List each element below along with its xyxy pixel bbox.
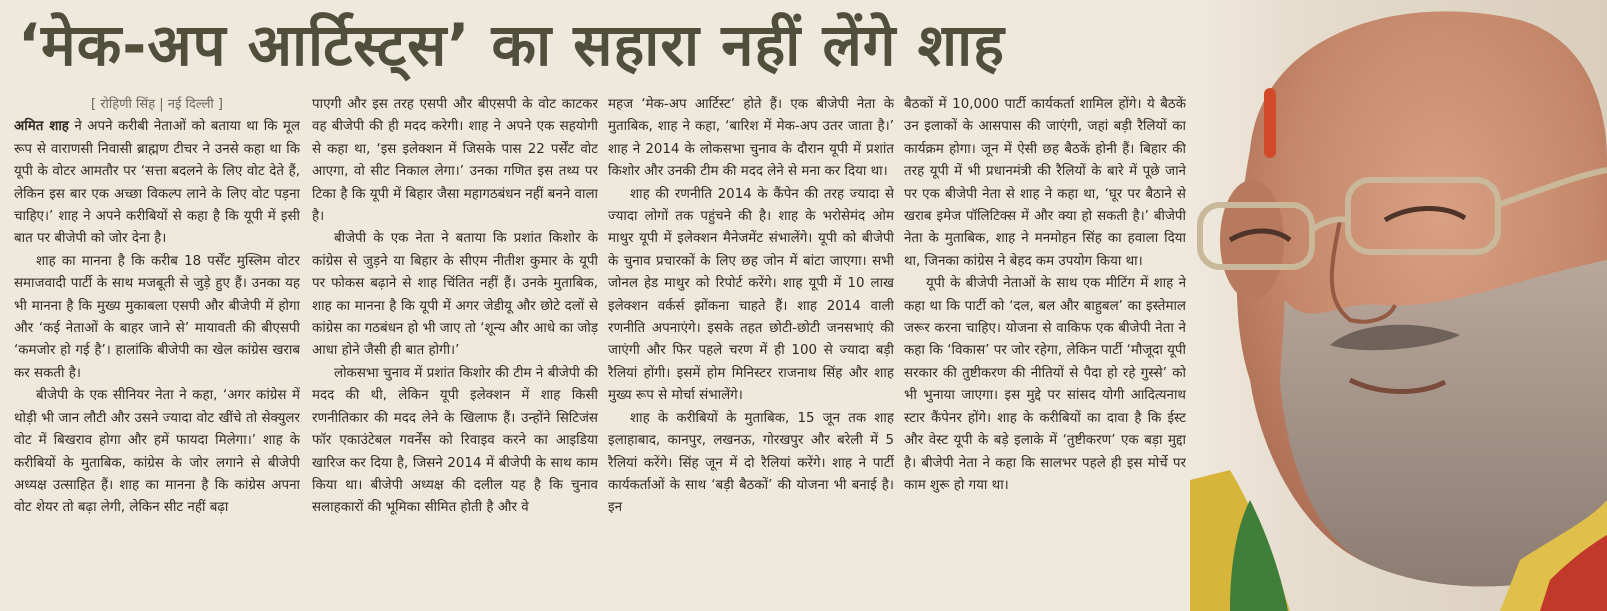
paragraph: लोकसभा चुनाव में प्रशांत किशोर की टीम ने बीजेपी की मदद की थी, लेकिन यूपी इलेक्शन में शाह किसी रणनीतिकार की मदद लेने के खिलाफ हैं। उन्होंने सिटिजंस फॉर एकाउंटेबल गवर्नेंस को रिवाइव करने का आइडिया खारिज कर दिया है, जिसने 2014 में बीजेपी के साथ काम किया था। बीजेपी अध्यक्ष की दलील यह है कि चुनाव सलाहकारों की भूमिका सीमित होती है और वे	[312, 365, 598, 516]
paragraph-text: ने अपने करीबी नेताओं को बताया था कि मूल रूप से वाराणसी निवासी ब्राह्मण टीचर ने उनसे कहा था कि यूपी के वोटर आमतौर पर ‘सत्ता बदलने के लिए वोट देते हैं, लेकिन इस बार एक अच्छा विकल्प लाने के लिए वोट पड़ना चाहिए।’ शाह ने अपने करीबियों से कहा है कि यूपी में इसी बात पर बीजेपी को जोर देना है।	[14, 119, 300, 247]
byline: [ रोहिणी सिंह | नई दिल्ली ]	[90, 97, 223, 112]
portrait-photo	[1190, 0, 1607, 611]
paragraph: यूपी के बीजेपी नेताओं के साथ एक मीटिंग में शाह ने कहा था कि पार्टी को ‘दल, बल और बाहुबल’ का इस्तेमाल जरूर करना चाहिए। योजना से वाकिफ एक बीजेपी नेता ने कहा कि ‘विकास’ पर जोर रहेगा, लेकिन पार्टी ‘मौजूदा यूपी सरकार की तुष्टीकरण की नीतियों से पैदा हो रहे गुस्से’ को भी भुनाया जाएगा। इस मुद्दे पर सांसद योगी आदित्यनाथ स्टार कैंपेनर होंगे। शाह के करीबियों का दावा है कि ईस्ट और वेस्ट यूपी के बड़े इलाके में ‘तुष्टीकरण’ एक बड़ा मुद्दा है। बीजेपी नेता ने कहा कि सालभर पहले ही इस मोर्चे पर काम शुरू हो गया था।	[904, 276, 1186, 493]
headline: ‘मेक-अप आर्टिस्ट्स’ का सहारा नहीं लेंगे शाह	[18, 11, 1005, 79]
article-column-3	[608, 94, 894, 602]
paragraph: बैठकों में 10,000 पार्टी कार्यकर्ता शामिल होंगे। ये बैठकें उन इलाकों के आसपास की जाएंगी, जहां बड़ी रैलियों का कार्यक्रम होगा। जून में ऐसी छह बैठकें होनी हैं। बिहार की तरह यूपी में भी प्रधानमंत्री की रैलियों के बारे में पूछे जाने पर एक बीजेपी नेता से शाह ने कहा था, ‘घूर पर बैठाने से खराब इमेज पॉलिटिक्स में और क्या हो सकती है।’ बीजेपी नेता के मुताबिक, शाह ने मनमोहन सिंह का हवाला दिया था, जिनका कांग्रेस ने बेहद कम उपयोग किया था।	[904, 97, 1186, 269]
paragraph	[14, 116, 300, 250]
paragraph: शाह के करीबियों के मुताबिक, 15 जून तक शाह इलाहाबाद, कानपुर, लखनऊ, गोरखपुर और बरेली में 5 रैलियां करेंगे। सिंह जून में दो रैलियां करेंगे। शाह ने पार्टी कार्यकर्ताओं के साथ ‘बड़ी बैठकों’ की योजना भी बनाई है। इन	[608, 410, 894, 516]
paragraph: शाह का मानना है कि करीब 18 पर्सेंट मुस्लिम वोटर समाजवादी पार्टी के साथ मजबूती से जुड़े हुए हैं। उनका यह भी मानना है कि मुख्य मुकाबला एसपी और बीजेपी में होगा और ‘कई नेताओं के बाहर जाने से’ मायावती की बीएसपी ‘कमजोर हो गई है’। हालांकि बीजेपी का खेल कांग्रेस खराब कर सकती है।	[14, 253, 300, 381]
article-column-2	[312, 94, 598, 602]
article-column-1	[14, 94, 300, 602]
article-column-4	[904, 94, 1186, 602]
paragraph: बीजेपी के एक नेता ने बताया कि प्रशांत किशोर के कांग्रेस से जुड़ने या बिहार के सीएम नीतीश कुमार के यूपी पर फोकस बढ़ाने से शाह चिंतित नहीं हैं। उनके मुताबिक, शाह का मानना है कि यूपी में अगर जेडीयू और छोटे दलों से कांग्रेस का गठबंधन हो भी जाए तो ‘शून्य और आधे का जोड़ आधा होने जैसी ही बात होगी।’	[312, 231, 598, 359]
paragraph: पाएगी और इस तरह एसपी और बीएसपी के वोट काटकर वह बीजेपी की ही मदद करेगी। शाह ने अपने एक सहयोगी से कहा था, ‘इस इलेक्शन में जिसके पास 22 पर्सेंट वोट आएगा, वो सीट निकाल लेगा।’ उनका गणित इस तथ्य पर टिका है कि यूपी में बिहार जैसा महागठबंधन नहीं बनने वाला है।	[312, 97, 598, 225]
paragraph: शाह की रणनीति 2014 के कैंपेन की तरह ज्यादा से ज्यादा लोगों तक पहुंचने की है। शाह के भरोसेमंद ओम माथुर यूपी में इलेक्शन मैनेजमेंट संभालेंगे। यूपी को बीजेपी के चुनाव प्रचारकों के लिए छह जोन में बांटा जाएगा। सभी जोनल हेड माथुर को रिपोर्ट करेंगे। शाह यूपी में 10 लाख इलेक्शन वर्कर्स झोंकना चाहते हैं। शाह 2014 वाली रणनीति अपनाएंगे। इसके तहत छोटी-छोटी जनसभाएं की जाएंगी और फिर पहले चरण में ही 100 से ज्यादा बड़ी रैलियां होंगी। इसमें होम मिनिस्टर राजनाथ सिंह और शाह मुख्य रूप से मोर्चा संभालेंगे।	[608, 186, 894, 404]
paragraph: बीजेपी के एक सीनियर नेता ने कहा, ‘अगर कांग्रेस में थोड़ी भी जान लौटी और उसने ज्यादा वोट खींचे तो सेक्युलर वोट में बिखराव होगा और हमें फायदा मिलेगा।’ शाह के करीबियों के मुताबिक, कांग्रेस के जोर लगाने से बीजेपी अध्यक्ष उत्साहित हैं। शाह का मानना है कि कांग्रेस अपना वोट शेयर तो बढ़ा लेगी, लेकिन सीट नहीं बढ़ा	[14, 388, 300, 516]
lead-name: अमित शाह	[14, 119, 69, 135]
paragraph: महज ‘मेक-अप आर्टिस्ट’ होते हैं। एक बीजेपी नेता के मुताबिक, शाह ने कहा, ‘बारिश में मेक-अप उतर जाता है।’ शाह ने 2014 के लोकसभा चुनाव के दौरान यूपी में प्रशांत किशोर और उनकी टीम की मदद लेने से मना कर दिया था।	[608, 97, 894, 180]
